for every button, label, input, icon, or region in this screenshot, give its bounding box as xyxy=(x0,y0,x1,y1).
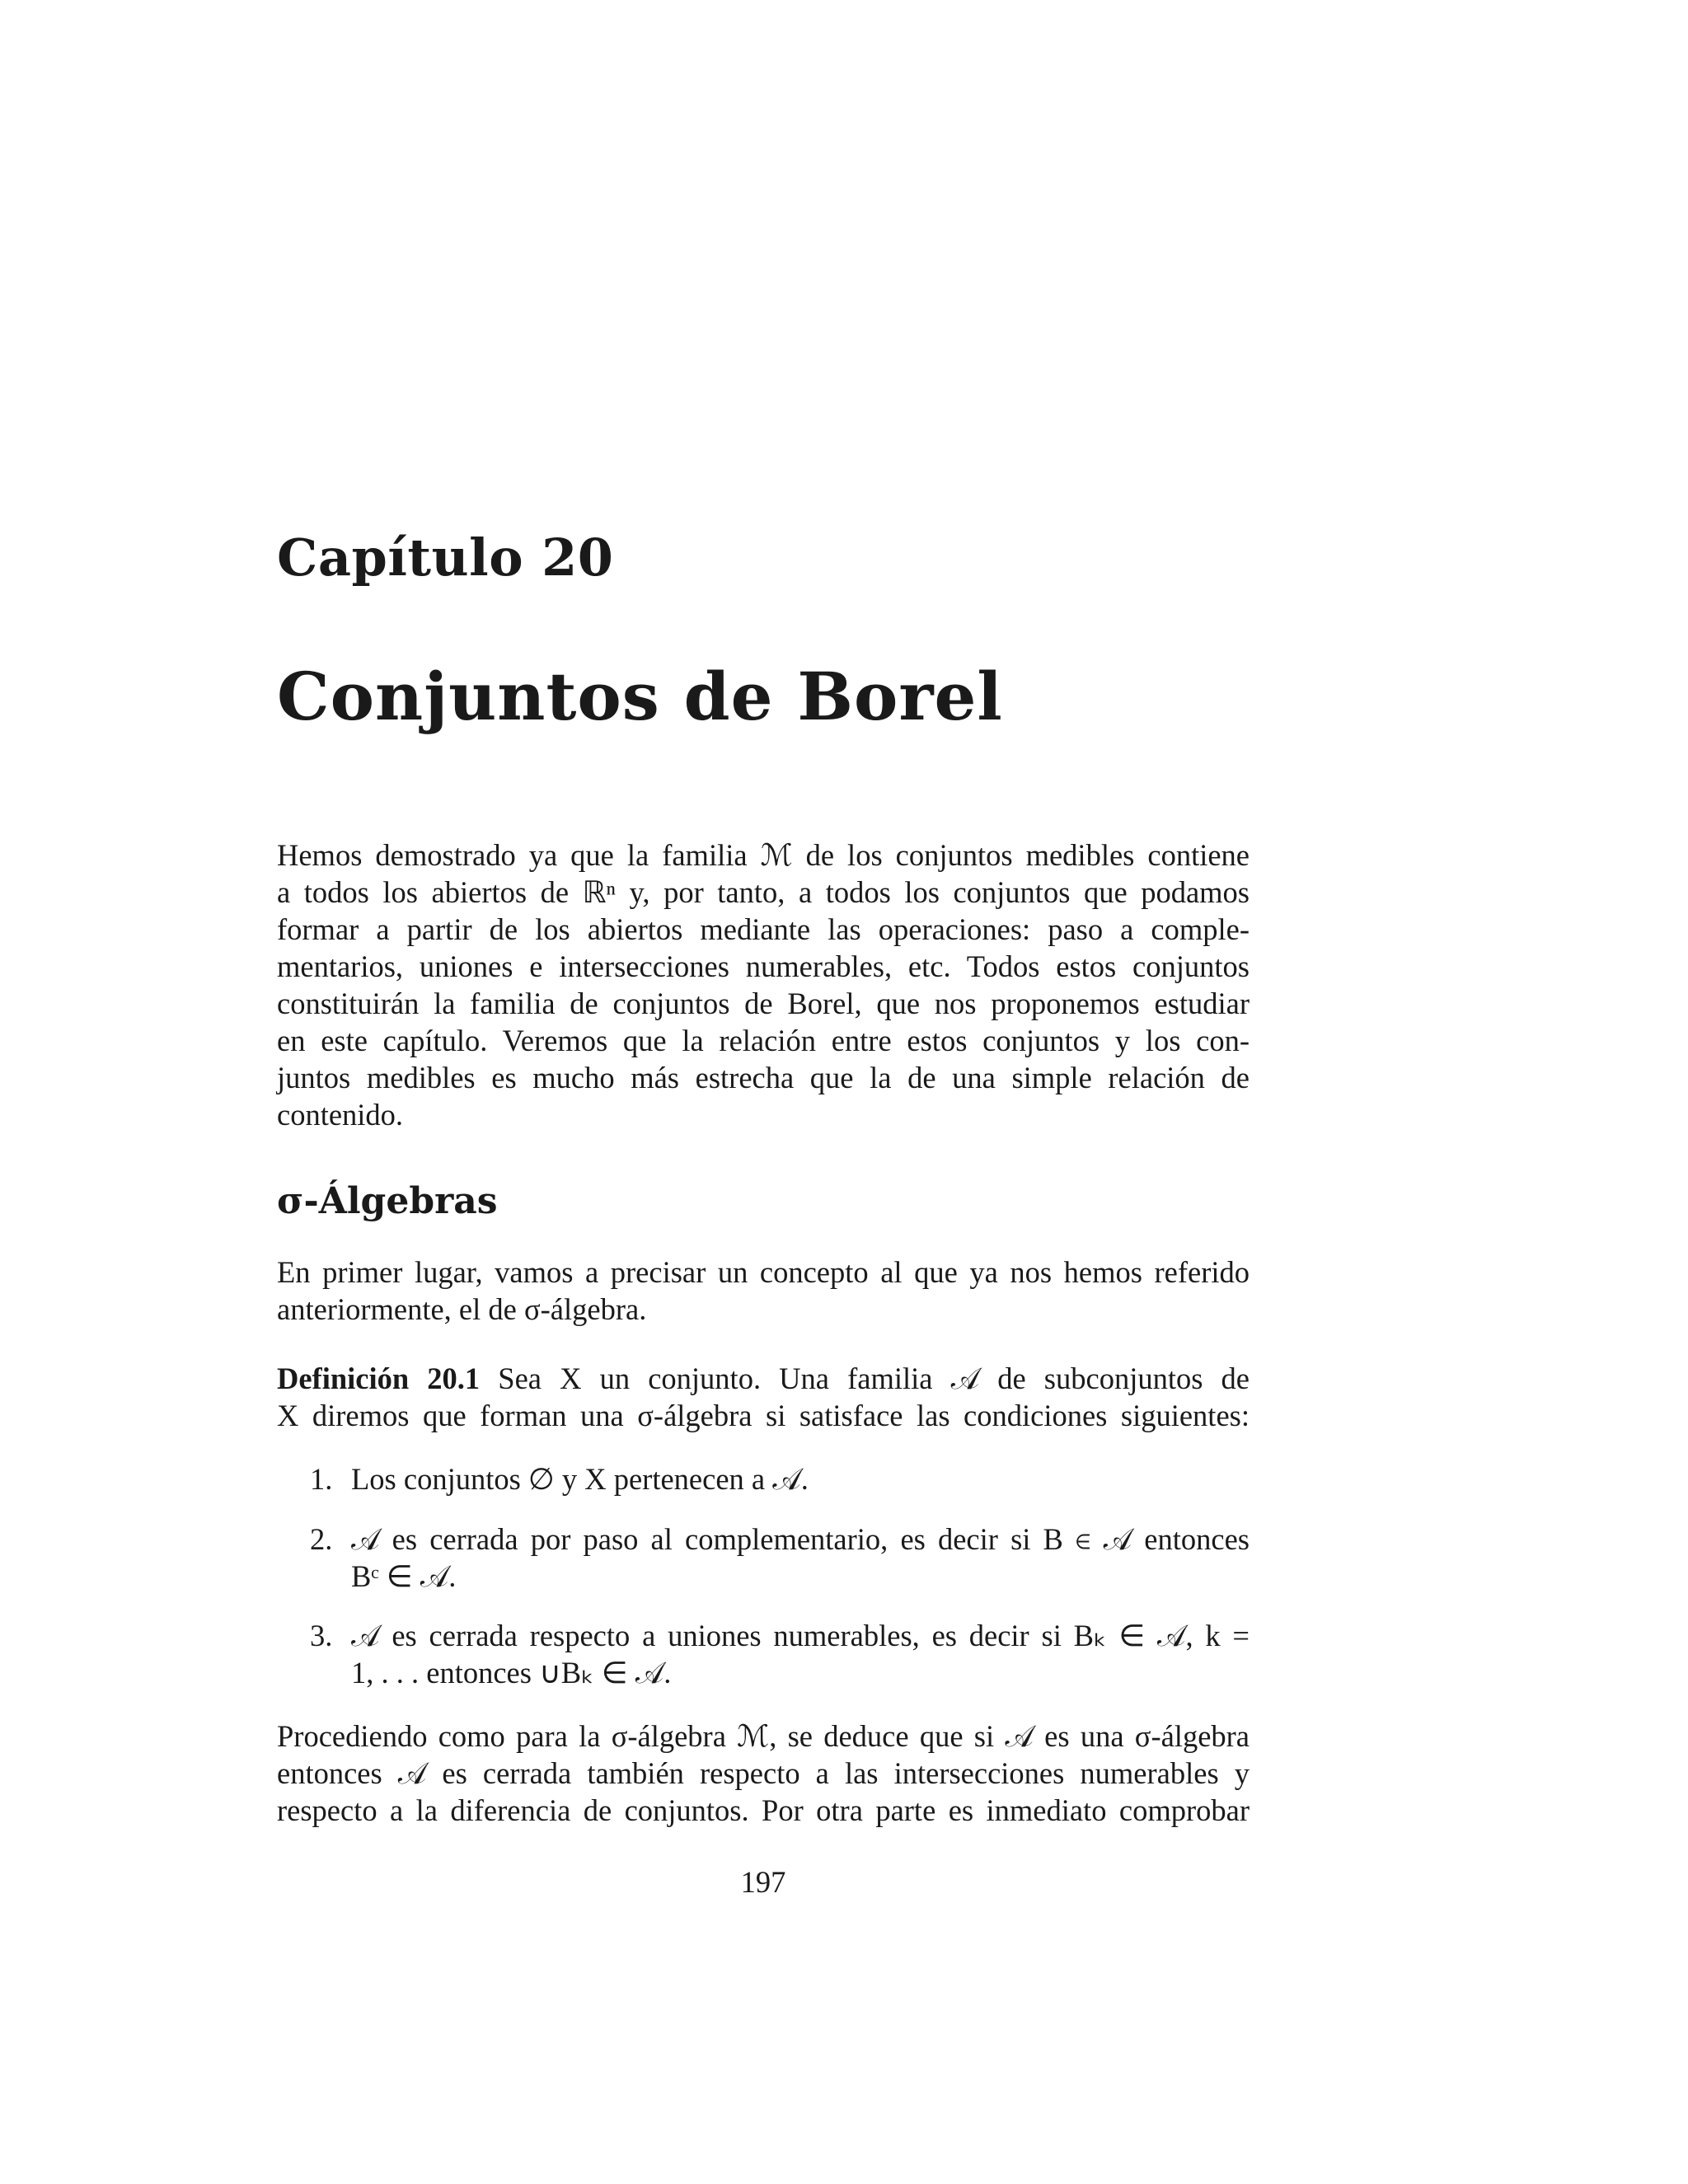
intro-line: mentarios, uniones e intersecciones numerables, etc. Todos estos conjuntos xyxy=(277,949,1250,983)
list-item-text: Los conjuntos ∅ y X pertenecen a 𝒜. xyxy=(351,1462,809,1496)
page-number: 197 xyxy=(740,1865,786,1899)
definition-line: X diremos que forman una σ-álgebra si satisface las condiciones siguientes: xyxy=(277,1399,1250,1432)
definition-text: Sea X un conjunto. Una familia 𝒜 de subconjuntos de xyxy=(480,1361,1250,1395)
definition-line xyxy=(277,1361,1250,1397)
list-item-number: 2. xyxy=(310,1522,333,1556)
list-item-text: 𝒜 es cerrada respecto a uniones numerables, es decir si Bₖ ∈ 𝒜, k = xyxy=(351,1619,1250,1652)
closing-line: respecto a la diferencia de conjuntos. Por otra parte es inmediato comprobar xyxy=(277,1793,1250,1827)
intro-line: juntos medibles es mucho más estrecha que la de una simple relación de xyxy=(277,1061,1250,1094)
intro-line: constituirán la familia de conjuntos de Borel, que nos proponemos estudiar xyxy=(277,987,1250,1020)
list-item-text: 𝒜 es cerrada por paso al complementario, es decir si B ∈ 𝒜 entonces xyxy=(351,1522,1250,1556)
section-heading: σ-Álgebras xyxy=(277,1180,498,1222)
closing-line: entonces 𝒜 es cerrada también respecto a las intersecciones numerables y xyxy=(277,1756,1250,1790)
list-item-text: 1, . . . entonces ∪Bₖ ∈ 𝒜. xyxy=(351,1656,672,1690)
chapter-number: Capítulo 20 xyxy=(277,527,614,588)
closing-line: Procediendo como para la σ-álgebra ℳ, se deduce que si 𝒜 es una σ-álgebra xyxy=(277,1719,1250,1753)
intro-line: a todos los abiertos de ℝⁿ y, por tanto, a todos los conjuntos que podamos xyxy=(277,875,1250,909)
definition-label: Definición 20.1 xyxy=(277,1361,481,1395)
intro-line: contenido. xyxy=(277,1098,404,1132)
list-item-number: 1. xyxy=(310,1462,333,1496)
section-line: En primer lugar, vamos a precisar un concepto al que ya nos hemos referido xyxy=(277,1255,1250,1289)
intro-line: formar a partir de los abiertos mediante las operaciones: paso a comple- xyxy=(277,912,1250,946)
section-line: anteriormente, el de σ-álgebra. xyxy=(277,1292,647,1326)
chapter-title: Conjuntos de Borel xyxy=(277,658,1003,735)
list-item-text: Bᶜ ∈ 𝒜. xyxy=(351,1559,457,1593)
intro-line: Hemos demostrado ya que la familia ℳ de los conjuntos medibles contiene xyxy=(277,838,1250,872)
intro-line: en este capítulo. Veremos que la relación entre estos conjuntos y los con- xyxy=(277,1024,1250,1057)
list-item-number: 3. xyxy=(310,1619,333,1652)
